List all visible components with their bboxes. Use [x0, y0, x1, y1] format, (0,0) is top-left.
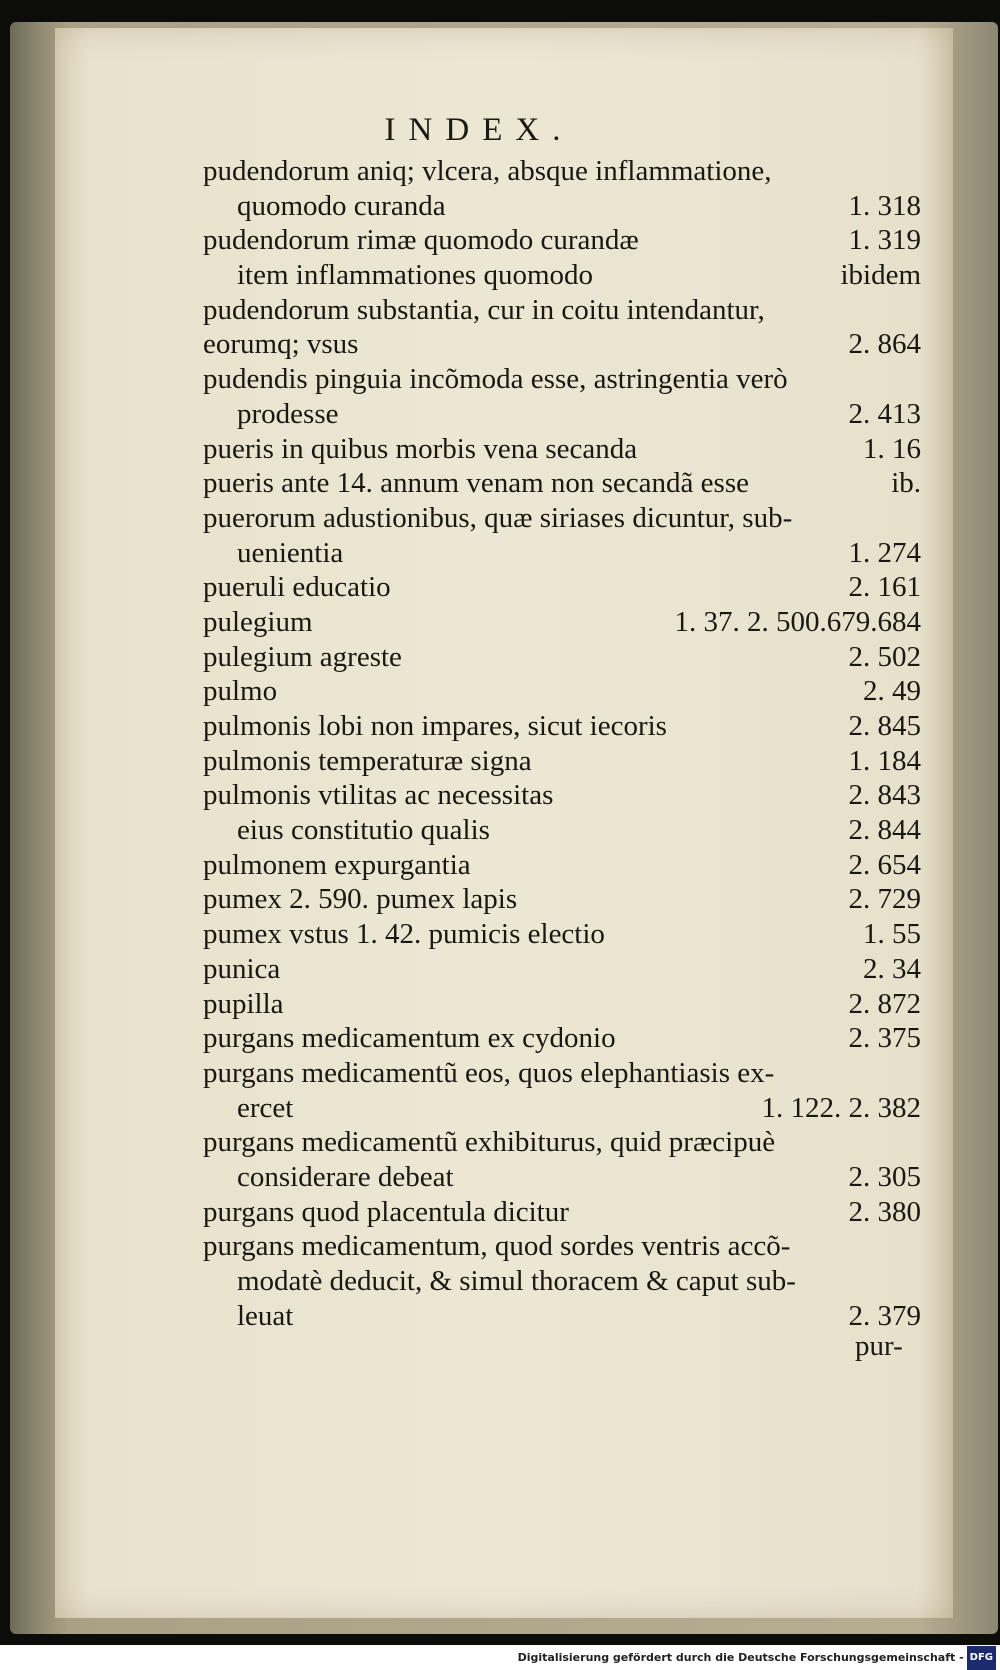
- index-entry: [203, 848, 923, 883]
- index-entry-text: pulegium: [203, 605, 313, 638]
- index-entry-text: puerorum adustionibus, quæ siriases dicuntur, sub-: [203, 501, 793, 534]
- index-entry-reference: ib.: [891, 467, 921, 500]
- index-entry-text: pulmo: [203, 675, 278, 708]
- index-entry-reference: 2. 49: [863, 675, 921, 708]
- index-entry-reference: [921, 293, 923, 328]
- index-entry-reference: 2. 729: [848, 883, 921, 916]
- index-entry-reference: 2. 305: [848, 1160, 921, 1193]
- index-entry: [203, 882, 923, 917]
- index-entry-reference: 1. 274: [848, 536, 921, 569]
- index-entry-text: pulegium agreste: [203, 640, 402, 673]
- index-entry-reference: 2. 379: [848, 1299, 921, 1332]
- index-entry-text: pupilla: [203, 987, 284, 1020]
- index-entry-text: pudendorum substantia, cur in coitu intendantur,: [203, 293, 765, 326]
- index-entry: [203, 709, 923, 744]
- index-entry-text: quomodo curanda: [237, 189, 446, 222]
- index-entry: [203, 1021, 923, 1056]
- index-entry: [203, 605, 923, 640]
- index-entry: [203, 1056, 923, 1091]
- index-entry: [203, 397, 923, 432]
- index-entries: [203, 154, 923, 1333]
- index-entry-reference: 1. 319: [848, 224, 921, 257]
- index-entry: [203, 1125, 923, 1160]
- index-entry: [203, 1299, 923, 1334]
- index-entry-text: pueris ante 14. annum venam non secandã esse: [203, 467, 749, 500]
- catchword: pur-: [855, 1330, 903, 1362]
- index-entry: [203, 1091, 923, 1126]
- index-entry: [203, 258, 923, 293]
- index-entry-text: modatè deducit, & simul thoracem & caput sub-: [237, 1265, 796, 1297]
- index-entry: [203, 293, 923, 328]
- index-entry: [203, 744, 923, 779]
- index-entry-reference: 1. 318: [848, 189, 921, 222]
- index-entry: [203, 987, 923, 1022]
- index-entry-reference: 2. 161: [848, 571, 921, 604]
- index-entry-reference: 2. 872: [848, 987, 921, 1020]
- index-entry-text: purgans medicamentum, quod sordes ventris accõ-: [203, 1230, 791, 1263]
- index-entry-text: pumex 2. 590. pumex lapis: [203, 883, 518, 916]
- index-entry-reference: 2. 843: [848, 779, 921, 812]
- index-entry-reference: 1. 55: [863, 918, 921, 951]
- index-entry-reference: 1. 184: [848, 744, 921, 777]
- index-entry-reference: 2. 413: [848, 397, 921, 430]
- index-entry-reference: 1. 122. 2. 382: [761, 1091, 921, 1124]
- index-entry-reference: [921, 1056, 923, 1091]
- index-entry: [203, 570, 923, 605]
- index-entry-text: purgans medicamentũ eos, quos elephantiasis ex-: [203, 1056, 775, 1089]
- index-entry-text: pueris in quibus morbis vena secanda: [203, 432, 638, 465]
- index-entry-text: prodesse: [237, 397, 339, 430]
- index-entry-text: pulmonis vtilitas ac necessitas: [203, 779, 554, 812]
- index-entry-text: pueruli educatio: [203, 571, 391, 604]
- index-entry: [203, 536, 923, 571]
- index-entry-reference: [921, 1125, 923, 1160]
- index-entry-text: pudendorum aniq; vlcera, absque inflammatione,: [203, 155, 772, 187]
- index-entry-reference: ibidem: [840, 259, 921, 292]
- index-entry-text: pumex vstus 1. 42. pumicis electio: [203, 918, 605, 951]
- index-entry-text: punica: [203, 952, 281, 985]
- index-entry-text: pudendis pinguia incõmoda esse, astringentia verò: [203, 363, 788, 396]
- index-entry: [203, 466, 923, 501]
- index-entry-text: pudendorum rimæ quomodo curandæ: [203, 224, 639, 257]
- index-entry-reference: [921, 1229, 923, 1264]
- index-entry: [203, 813, 923, 848]
- index-entry-text: pulmonem expurgantia: [203, 848, 471, 881]
- index-entry-text: eius constitutio qualis: [237, 814, 490, 847]
- index-entry: [203, 778, 923, 813]
- index-entry-text: pulmonis lobi non impares, sicut iecoris: [203, 710, 667, 742]
- index-entry: [203, 674, 923, 709]
- index-entry-text: ercet: [237, 1091, 294, 1124]
- index-entry-text: purgans quod placentula dicitur: [203, 1195, 569, 1228]
- index-entry: [203, 362, 923, 397]
- index-entry: [203, 501, 923, 536]
- index-entry-reference: [921, 1264, 923, 1299]
- index-entry-reference: 2. 34: [863, 952, 921, 985]
- index-entry-reference: [921, 154, 923, 189]
- index-entry-text: eorumq; vsus: [203, 328, 359, 361]
- index-entry: [203, 1195, 923, 1230]
- index-entry-text: purgans medicamentũ exhibiturus, quid præcipuè: [203, 1126, 776, 1159]
- index-entry: [203, 327, 923, 362]
- index-entry: [203, 640, 923, 675]
- index-entry: [203, 432, 923, 467]
- page-header-title: INDEX.: [384, 112, 574, 148]
- index-entry-reference: 2. 380: [848, 1195, 921, 1228]
- index-entry: [203, 1264, 923, 1299]
- index-entry-reference: 2. 654: [848, 848, 921, 881]
- index-entry: [203, 1160, 923, 1195]
- index-entry-text: pulmonis temperaturæ signa: [203, 744, 532, 777]
- index-entry-text: leuat: [237, 1299, 294, 1332]
- index-entry-reference: [921, 501, 923, 536]
- index-entry: [203, 154, 923, 189]
- index-entry-reference: 2. 864: [848, 328, 921, 361]
- index-entry: [203, 1229, 923, 1264]
- index-entry: [203, 189, 923, 224]
- index-entry-text: item inflammationes quomodo: [237, 259, 594, 292]
- dfg-logo: DFG: [967, 1646, 996, 1670]
- index-entry-reference: 2. 502: [848, 640, 921, 673]
- index-entry-text: purgans medicamentum ex cydonio: [203, 1022, 616, 1055]
- index-entry-reference: 1. 16: [863, 432, 921, 465]
- index-entry-text: uenientia: [237, 536, 344, 569]
- index-entry: [203, 952, 923, 987]
- index-entry-reference: 2. 844: [848, 814, 921, 847]
- digitization-footer: [0, 1646, 996, 1670]
- index-entry-text: considerare debeat: [237, 1160, 454, 1193]
- index-entry: [203, 223, 923, 258]
- index-entry-reference: 1. 37. 2. 500.679.684: [674, 605, 921, 638]
- index-entry-reference: 2. 845: [848, 710, 921, 742]
- index-entry: [203, 917, 923, 952]
- index-entry-reference: [921, 362, 923, 397]
- footer-credit-text: Digitalisierung gefördert durch die Deutsche Forschungsgemeinschaft -: [517, 1651, 964, 1664]
- index-entry-reference: 2. 375: [848, 1022, 921, 1055]
